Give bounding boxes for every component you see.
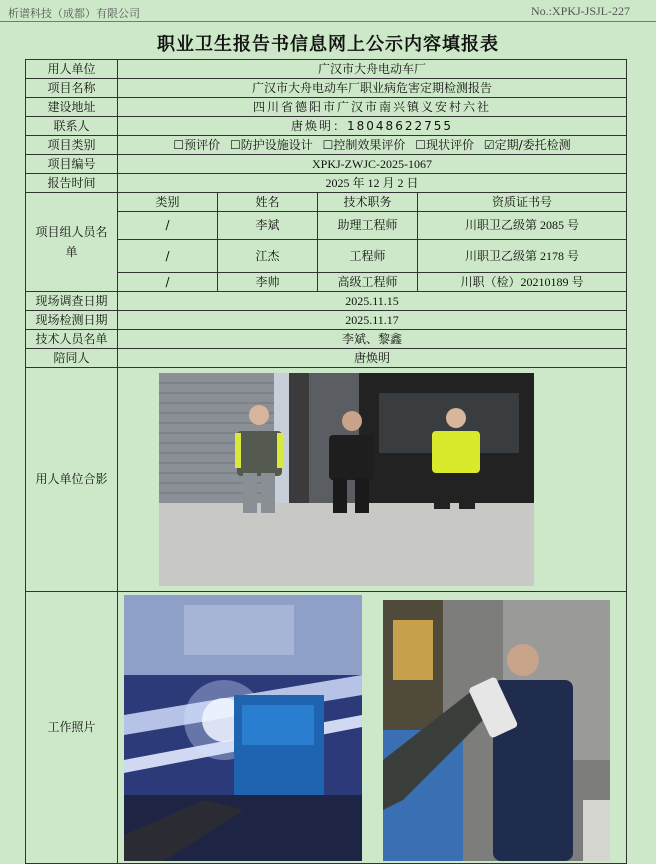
member-type: / (118, 240, 218, 273)
type-option-pre-eval[interactable]: ☐预评价 (173, 137, 221, 152)
report-time-label: 报告时间 (26, 174, 118, 193)
tech-staff-label: 技术人员名单 (26, 330, 118, 349)
type-option-periodic-test[interactable]: ☑定期/委托检测 (483, 137, 571, 152)
member-title: 工程师 (318, 240, 418, 273)
work-photos-label: 工作照片 (26, 592, 118, 864)
team-label: 项目组人员名单 (26, 193, 118, 292)
escort-value: 唐焕明 (118, 349, 627, 368)
checkbox-checked-icon: ☑ (483, 137, 495, 152)
checkbox-icon: ☐ (415, 137, 426, 152)
member-cert: 川职卫乙级第 2178 号 (418, 240, 627, 273)
address-value: 四川省德阳市广汉市南兴镇义安村六社 (118, 98, 627, 117)
checkbox-icon: ☐ (229, 137, 241, 152)
project-type-options (118, 136, 627, 155)
checkbox-icon: ☐ (173, 137, 185, 152)
member-type: / (118, 273, 218, 292)
team-header-title: 技术职务 (318, 193, 418, 212)
page-title: 职业卫生报告书信息网上公示内容填报表 (157, 34, 499, 55)
member-title: 高级工程师 (318, 273, 418, 292)
project-no-value: XPKJ-ZWJC-2025-1067 (118, 155, 627, 174)
work-photo-measurement-image (383, 600, 610, 861)
group-photo (159, 373, 534, 586)
type-option-control-eval[interactable]: ☐控制效果评价 (322, 137, 406, 152)
member-cert: 川职（检）20210189 号 (418, 273, 627, 292)
team-header-name: 姓名 (218, 193, 318, 212)
member-cert: 川职卫乙级第 2085 号 (418, 212, 627, 240)
project-name-value: 广汉市大舟电动车厂职业病危害定期检测报告 (118, 79, 627, 98)
checkbox-icon: ☐ (322, 137, 334, 152)
test-date-value: 2025.11.17 (118, 311, 627, 330)
work-photo-welding (124, 595, 362, 861)
contact-value: 唐焕明：18048622755 (118, 117, 627, 136)
report-time-value: 2025 年 12 月 2 日 (118, 174, 627, 193)
header-divider (0, 21, 656, 22)
work-photo-welding-image (124, 595, 362, 861)
group-photo-label: 用人单位合影 (26, 368, 118, 592)
member-title: 助理工程师 (318, 212, 418, 240)
escort-label: 陪同人 (26, 349, 118, 368)
member-type: / (118, 212, 218, 240)
project-no-label: 项目编号 (26, 155, 118, 174)
employer-label: 用人单位 (26, 60, 118, 79)
address-label: 建设地址 (26, 98, 118, 117)
type-option-status-eval[interactable]: ☐现状评价 (415, 137, 474, 152)
team-header-type: 类别 (118, 193, 218, 212)
member-name: 江杰 (218, 240, 318, 273)
employer-value: 广汉市大舟电动车厂 (118, 60, 627, 79)
project-type-label: 项目类别 (26, 136, 118, 155)
document-number: No.:XPKJ-JSJL-227 (530, 4, 630, 18)
member-name: 李斌 (218, 212, 318, 240)
type-option-protection-design[interactable]: ☐防护设施设计 (229, 137, 313, 152)
group-photo-image (159, 373, 534, 586)
company-name: 析谱科技（成都）有限公司 (8, 7, 140, 20)
test-date-label: 现场检测日期 (26, 311, 118, 330)
survey-date-value: 2025.11.15 (118, 292, 627, 311)
survey-date-label: 现场调查日期 (26, 292, 118, 311)
member-name: 李帅 (218, 273, 318, 292)
contact-label: 联系人 (26, 117, 118, 136)
tech-staff-value: 李斌、黎鑫 (118, 330, 627, 349)
project-name-label: 项目名称 (26, 79, 118, 98)
team-header-cert: 资质证书号 (418, 193, 627, 212)
work-photo-measurement (383, 600, 610, 861)
